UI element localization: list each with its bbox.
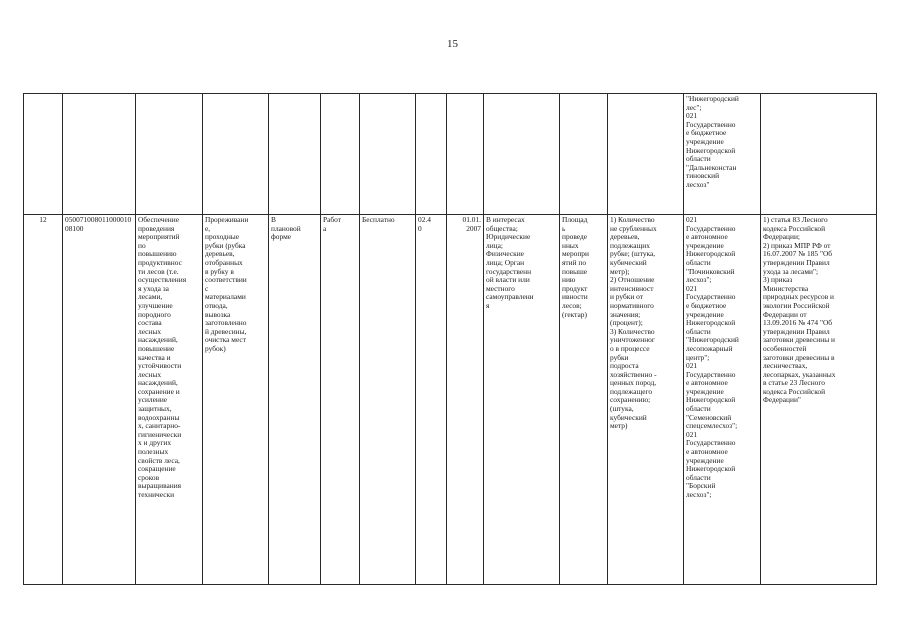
cell-empty [447, 94, 484, 215]
cell-consumers: В интересах общества; Юридические лица; Физические лица; Орган государственн ой власти или местного самоуправлени я [484, 215, 560, 585]
page-number: 15 [447, 38, 458, 50]
cell-empty [24, 94, 63, 215]
cell-empty [203, 94, 269, 215]
cell-empty [560, 94, 608, 215]
cell-activity-name: Обеспечение проведения мероприятий по повышению продуктивнос ти лесов (т.е. осуществления я ухода за лесами, улучшение породного состава лесных насаждений, повышение качества и устойчивости лесных насаждений, сохранение и усиление защитных, водоохранны х, санитарно- гигиенически х и других полезных свойств леса, сокращение сроков выращивания технически [136, 215, 203, 585]
cell-volume-indicator: Площад ь проведе нных меропри ятий по повыше нию продукт ивности лесов; (гектар) [560, 215, 608, 585]
cell-empty [484, 94, 560, 215]
cell-registry-code: 05007100801100001008100 [63, 215, 136, 585]
cell-form: В плановой форме [269, 215, 321, 585]
registry-table [23, 93, 877, 585]
cell-empty [136, 94, 203, 215]
cell-empty [269, 94, 321, 215]
cell-payment: Бесплатно [360, 215, 416, 585]
cell-empty [608, 94, 684, 215]
cell-empty [321, 94, 360, 215]
cell-organizations-continued: "Нижегородский лес"; 021 Государственно е бюджетное учреждение Нижегородской области "Дальнеконстан тиновский лесхоз" [684, 94, 761, 215]
cell-empty [416, 94, 447, 215]
cell-content: Прореживани е, проходные рубки (рубка деревьев, отобранных в рубку в соответствии с материалами отвода, вывозка заготовленно й древесины, очистка мест рубок) [203, 215, 269, 585]
continuation-row [24, 94, 877, 215]
cell-legal-basis: 1) статья 83 Лесного кодекса Российской Федерации; 2) приказ МПР РФ от 16.07.2007 № 185 "Об утверждении Правил ухода за лесами"; 3) приказ Министерства природных ресурсов и экологии Российской Федерации от 13.09.2016 № 474 "Об утверждении Правил заготовки древесины и особенностей заготовки древесины в лесничествах, лесопарках, указанных в статье 23 Лесного кодекса Российской Федерации" [761, 215, 877, 585]
cell-code2: 02.4 0 [416, 215, 447, 585]
cell-quality-indicators: 1) Количество не срубленных деревьев, подлежащих рубке; (штука, кубический метр); 2) Отношение интенсивност и рубки от нормативного значения; (процент); 3) Количество уничтоженног о в процессе рубки подроста хозяйственно - ценных пород, подлежащего сохранению; (штука, кубический метр) [608, 215, 684, 585]
row-number: 12 [24, 215, 63, 585]
cell-date: 01.01. 2007 [447, 215, 484, 585]
cell-empty [761, 94, 877, 215]
cell-organizations: 021 Государственно е автономное учреждение Нижегородской области "Починковский лесхоз"; 021 Государственно е бюджетное учреждение Нижегородской области "Нижегородский лесопожарный центр"; 021 Государственно е автономное учреждение Нижегородской области "Семеновский спецсемлесхоз"; 021 Государственно е автономное учреждение Нижегородской области "Борский лесхоз"; [684, 215, 761, 585]
cell-empty [360, 94, 416, 215]
cell-type: Работ а [321, 215, 360, 585]
table-row [24, 215, 877, 585]
cell-empty [63, 94, 136, 215]
